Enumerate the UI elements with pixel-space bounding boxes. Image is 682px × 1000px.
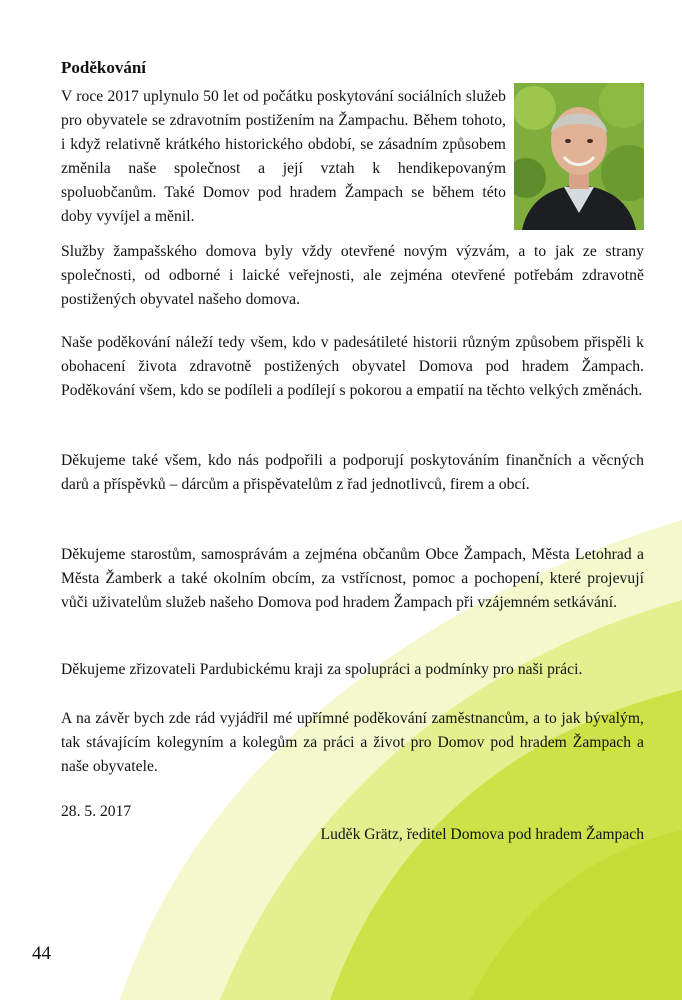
page-number: 44 bbox=[32, 943, 51, 964]
paragraph-thanks-donors: Děkujeme také všem, kdo nás podpořili a podporují poskytováním finančních a věcných darů a příspěvků – dárcům a přispěvatelům z řad jednotlivců, firem a obcí. bbox=[61, 452, 644, 493]
signature-line: Luděk Grätz, ředitel Domova pod hradem Žampach bbox=[320, 826, 644, 843]
paragraph-thanks-region: Děkujeme zřizovateli Pardubickému kraji za spolupráci a podmínky pro naši práci. bbox=[61, 661, 583, 678]
paragraph-thanks-staff: A na závěr bych zde rád vyjádřil mé upřímné poděkování zaměstnancům, a to jak bývalým, tak stávajícím kolegyním a kolegům za práci a život pro Domov pod hradem Žampach a naše obyvatele. bbox=[61, 710, 644, 775]
paragraph-intro: V roce 2017 uplynulo 50 let od počátku poskytování sociálních služeb pro obyvatele se zdravotním postižením na Žampachu. Během tohoto, i když relativně krátkého historického období, se zásadním způsobem změnila naše společnost a její vztah k hendikepovaným spoluobčanům. Také Domov pod hradem Žampach se během této doby vyvíjel a měnil. bbox=[61, 88, 506, 225]
paragraph-services: Služby žampašského domova byly vždy otevřené novým výzvám, a to jak ze strany společnosti, od odborné i laické veřejnosti, ale zejména otevřené potřebám zdravotně postižených obyvatel našeho domova. bbox=[61, 243, 644, 308]
document-date: 28. 5. 2017 bbox=[61, 803, 132, 820]
page-title: Poděkování bbox=[61, 58, 147, 77]
author-photo bbox=[514, 83, 644, 230]
paragraph-thanks-history: Naše poděkování náleží tedy všem, kdo v padesátileté historii různým způsobem přispěli k obohacení života zdravotně postižených obyvatel Domova pod hradem Žampach. Poděkování všem, kdo se podíleli a podílejí s pokorou a empatií na těchto velkých změnách. bbox=[61, 334, 644, 399]
paragraph-thanks-municipalities: Děkujeme starostům, samosprávám a zejména občanům Obce Žampach, Města Letohrad a Města Žamberk a také okolním obcím, za vstřícnost, pomoc a pochopení, které projevují vůči uživatelům služeb našeho Domova pod hradem Žampach při vzájemném setkávání. bbox=[61, 546, 644, 611]
